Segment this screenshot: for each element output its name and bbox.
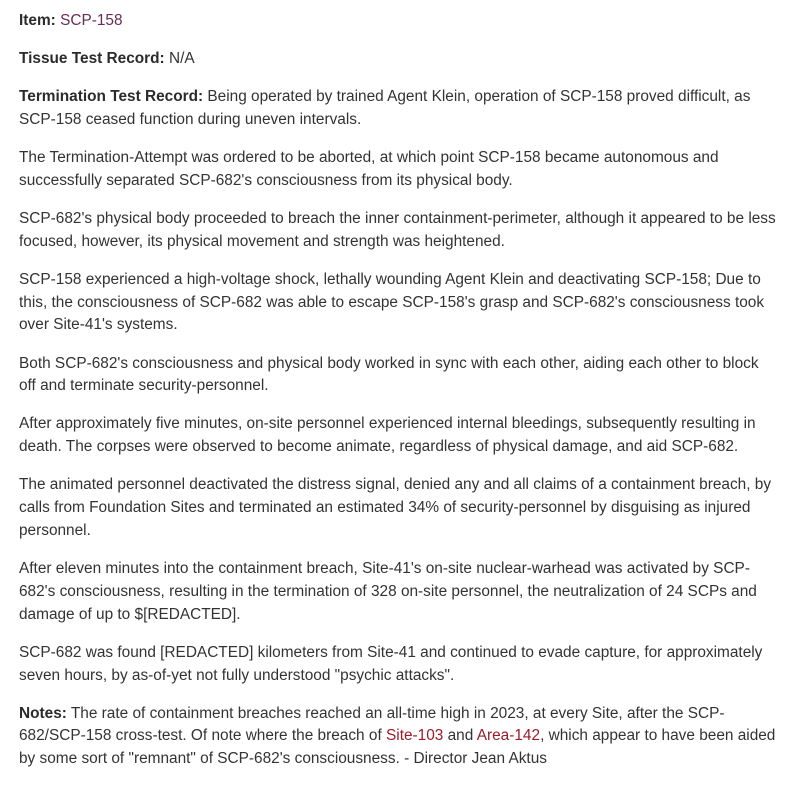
paragraph: SCP-682 was found [REDACTED] kilometers from Site-41 and continued to evade capture, for approximately seven hours, by as-of-yet not fully understood "psychic attacks". [19,643,763,684]
paragraph: The Termination-Attempt was ordered to be aborted, at which point SCP-158 became autonomous and successfully separated SCP-682's consciousness from its physical body. [19,149,719,189]
notes-text-middle: and [443,727,477,745]
item-line [19,10,779,33]
paragraph: Both SCP-682's consciousness and physical body worked in sync with each other, aiding each other to block off and terminate security-personnel. [19,354,759,395]
paragraph: SCP-158 experienced a high-voltage shock, lethally wounding Agent Klein and deactivating SCP-158; Due to this, the consciousness of SCP-682 was able to escape SCP-158's grasp and SCP-682's consciousness took over Site-41's systems. [19,270,765,334]
paragraph: SCP-682's physical body proceeded to breach the inner containment-perimeter, although it appeared to be less focused, however, its physical movement and strength was heightened. [19,209,776,250]
notes [19,703,779,771]
paragraph: The animated personnel deactivated the distress signal, denied any and all claims of a containment breach, by calls from Foundation Sites and terminated an estimated 34% of security-personnel by disguising as injured personnel. [19,476,772,539]
termination-text: Being operated by trained Agent Klein, operation of SCP-158 proved difficult, as SCP-158 ceased function during uneven intervals. [19,88,751,128]
tissue-value: N/A [168,50,195,68]
notes-label: Notes: [19,704,67,722]
area-142-link[interactable]: Area-142 [476,727,541,745]
notes-text-before: The rate of containment breaches reached an all-time high in 2023, at every Site, after the SCP-682/SCP-158 cross-test. Of note where the breach of [19,704,725,745]
tissue-test-record [19,48,779,71]
site-103-link[interactable]: Site-103 [386,727,444,745]
scp-158-link[interactable]: SCP-158 [60,12,123,29]
notes-text-after: , which appear to have been aided by some sort of "remnant" of SCP-682's consciousness. - Director Jean Aktus [19,727,776,768]
paragraph: After approximately five minutes, on-site personnel experienced internal bleedings, subsequently resulting in death. The corpses were observed to become animate, regardless of physical damage, and aid SCP-682. [19,415,756,456]
termination-label: Termination Test Record: [19,88,204,106]
paragraph: After eleven minutes into the containment breach, Site-41's on-site nuclear-warhead was activated by SCP-682's consciousness, resulting in the termination of 328 on-site personnel, the neutralization of 24 SCPs and damage of up to $[REDACTED]. [19,560,757,623]
tissue-label: Tissue Test Record: [19,50,165,68]
item-label: Item: [19,12,56,29]
termination-test-record [19,86,779,132]
